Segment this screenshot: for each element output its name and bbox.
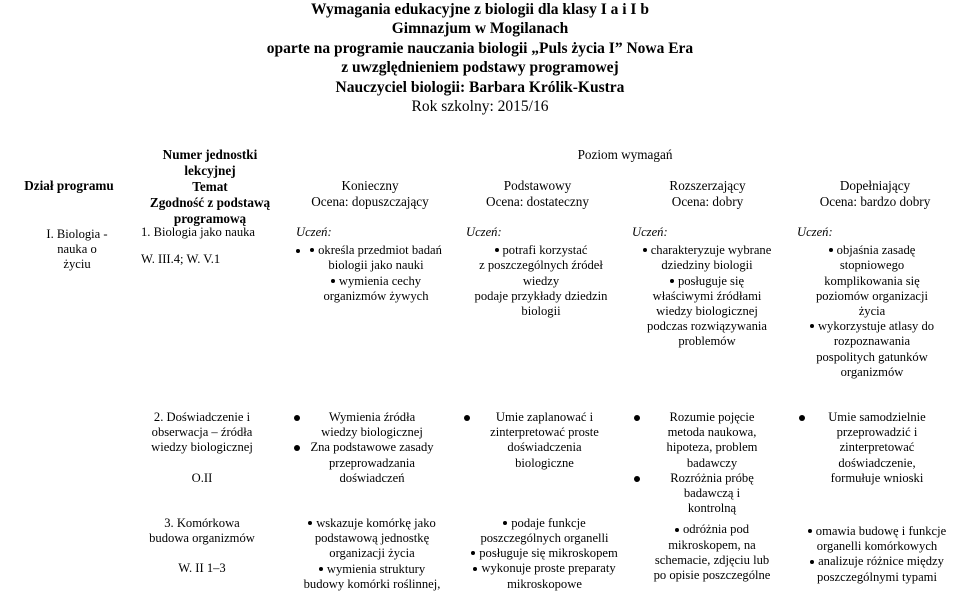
list-item: wymienia struktury budowy komórki roślinnej, [303, 561, 441, 591]
school-year: Rok szkolny: 2015/16 [411, 98, 549, 116]
document-header [0, 0, 960, 116]
list-item: Wymienia źródła wiedzy biologicznej [292, 410, 452, 440]
podstawowy-row2 [462, 410, 627, 592]
list-item: Rozumie pojęcie metoda naukowa, hipoteza, problem badawczy [632, 410, 792, 471]
list-item: Rozróżnia próbę badawczą i kontrolną [632, 471, 792, 517]
rozszerzajacy-row1: Uczeń: charakteryzuje wybrane dziedziny biologii posługuje się właściwymi źródłami wiedzy biologicznej podczas rozwiązywania problemów [632, 225, 792, 350]
unit-1-cell: 1. Biologia jako nauka W. III.4; W. V.1 [141, 225, 256, 267]
list-item: charakteryzuje wybrane dziedziny biologii [632, 243, 782, 273]
list-item: posługuje się mikroskopem [462, 546, 627, 561]
list-item: wymienia cechy organizmów żywych [323, 273, 429, 303]
konieczny-row1: Uczeń: określa przedmiot badań biologii jako nauki wymienia cechy organizmów żywych [296, 225, 456, 304]
list-item: podaje przykłady dziedzin biologii [474, 288, 608, 319]
level-konieczny-header: Konieczny Ocena: dopuszczający [311, 178, 429, 209]
dzial-cell: I. Biologia - nauka o życiu [46, 227, 108, 272]
list-item: określa przedmiot badań biologii jako nauki [296, 243, 456, 273]
list-item: wykorzystuje atlasy do rozpoznawania pospolitych gatunków organizmów [797, 319, 947, 380]
list-item: wskazuje komórkę jako podstawową jednostkę organizacji życia [292, 516, 452, 562]
dopelniajacy-row1: Uczeń: objaśnia zasadę stopniowego komplikowania się poziomów organizacji życia wykorzystuje atlasy do rozpoznawania pospolitych gatunków organizmów [797, 225, 957, 380]
konieczny-row2 [292, 410, 452, 592]
rozszerzajacy-row2 [632, 410, 792, 583]
list-item: odróżnia pod mikroskopem, na schemacie, zdjęciu lub po opisie poszczególne [653, 522, 771, 583]
school-name: Gimnazjum w Mogilanach [391, 20, 569, 38]
list-item: posługuje się właściwymi źródłami wiedzy biologicznej podczas rozwiązywania problemów [647, 273, 767, 349]
program-line: oparte na programie nauczania biologii „Puls życia I” Nowa Era [266, 39, 694, 57]
teacher-line: Nauczyciel biologii: Barbara Królik-Kustra [335, 78, 625, 96]
basis-line: z uwzględnieniem podstawy programowej [341, 59, 619, 77]
level-dopelniajacy-header: Dopełniający Ocena: bardzo dobry [819, 178, 931, 209]
list-item: Umie zaplanować i zinterpretować proste doświadczenia biologiczne [462, 410, 627, 471]
list-item: Zna podstawowe zasady przeprowadzania doświadczeń [292, 440, 452, 486]
list-item: potrafi korzystać z poszczególnych źródeł wiedzy [479, 243, 603, 288]
list-item: wykonuje proste preparaty mikroskopowe [462, 561, 627, 591]
list-item: podaje funkcje poszczególnych organelli [480, 515, 609, 546]
list-item: omawia budowę i funkcje organelli komórkowych [797, 524, 957, 554]
dopelniajacy-row2 [797, 410, 957, 585]
col-header-dzial: Dział programu [24, 178, 114, 193]
poziom-wymagan-header: Poziom wymagań [577, 147, 673, 162]
list-item: Umie samodzielnie przeprowadzić i zinterpretować doświadczenie, formułuje wnioski [797, 410, 957, 486]
podstawowy-row1: Uczeń: potrafi korzystać z poszczególnych źródeł wiedzy podaje przykłady dziedzin biologii [466, 225, 626, 319]
col-header-numer: Numer jednostki lekcyjnej Temat Zgodność z podstawą programową [149, 147, 271, 226]
unit-2-cell: 2. Doświadczenie i obserwacja – źródła wiedzy biologicznej O.II 3. Komórkowa budowa organizmów W. II 1–3 [149, 410, 255, 576]
level-rozszerzajacy-header: Rozszerzający Ocena: dobry [669, 178, 746, 209]
list-item: analizuje różnice między poszczególnymi typami [797, 554, 957, 584]
level-podstawowy-header: Podstawowy Ocena: dostateczny [486, 178, 589, 209]
list-item: objaśnia zasadę stopniowego komplikowania się poziomów organizacji życia [815, 243, 929, 319]
document-title: Wymagania edukacyjne z biologii dla klasy I a i I b [311, 1, 649, 18]
